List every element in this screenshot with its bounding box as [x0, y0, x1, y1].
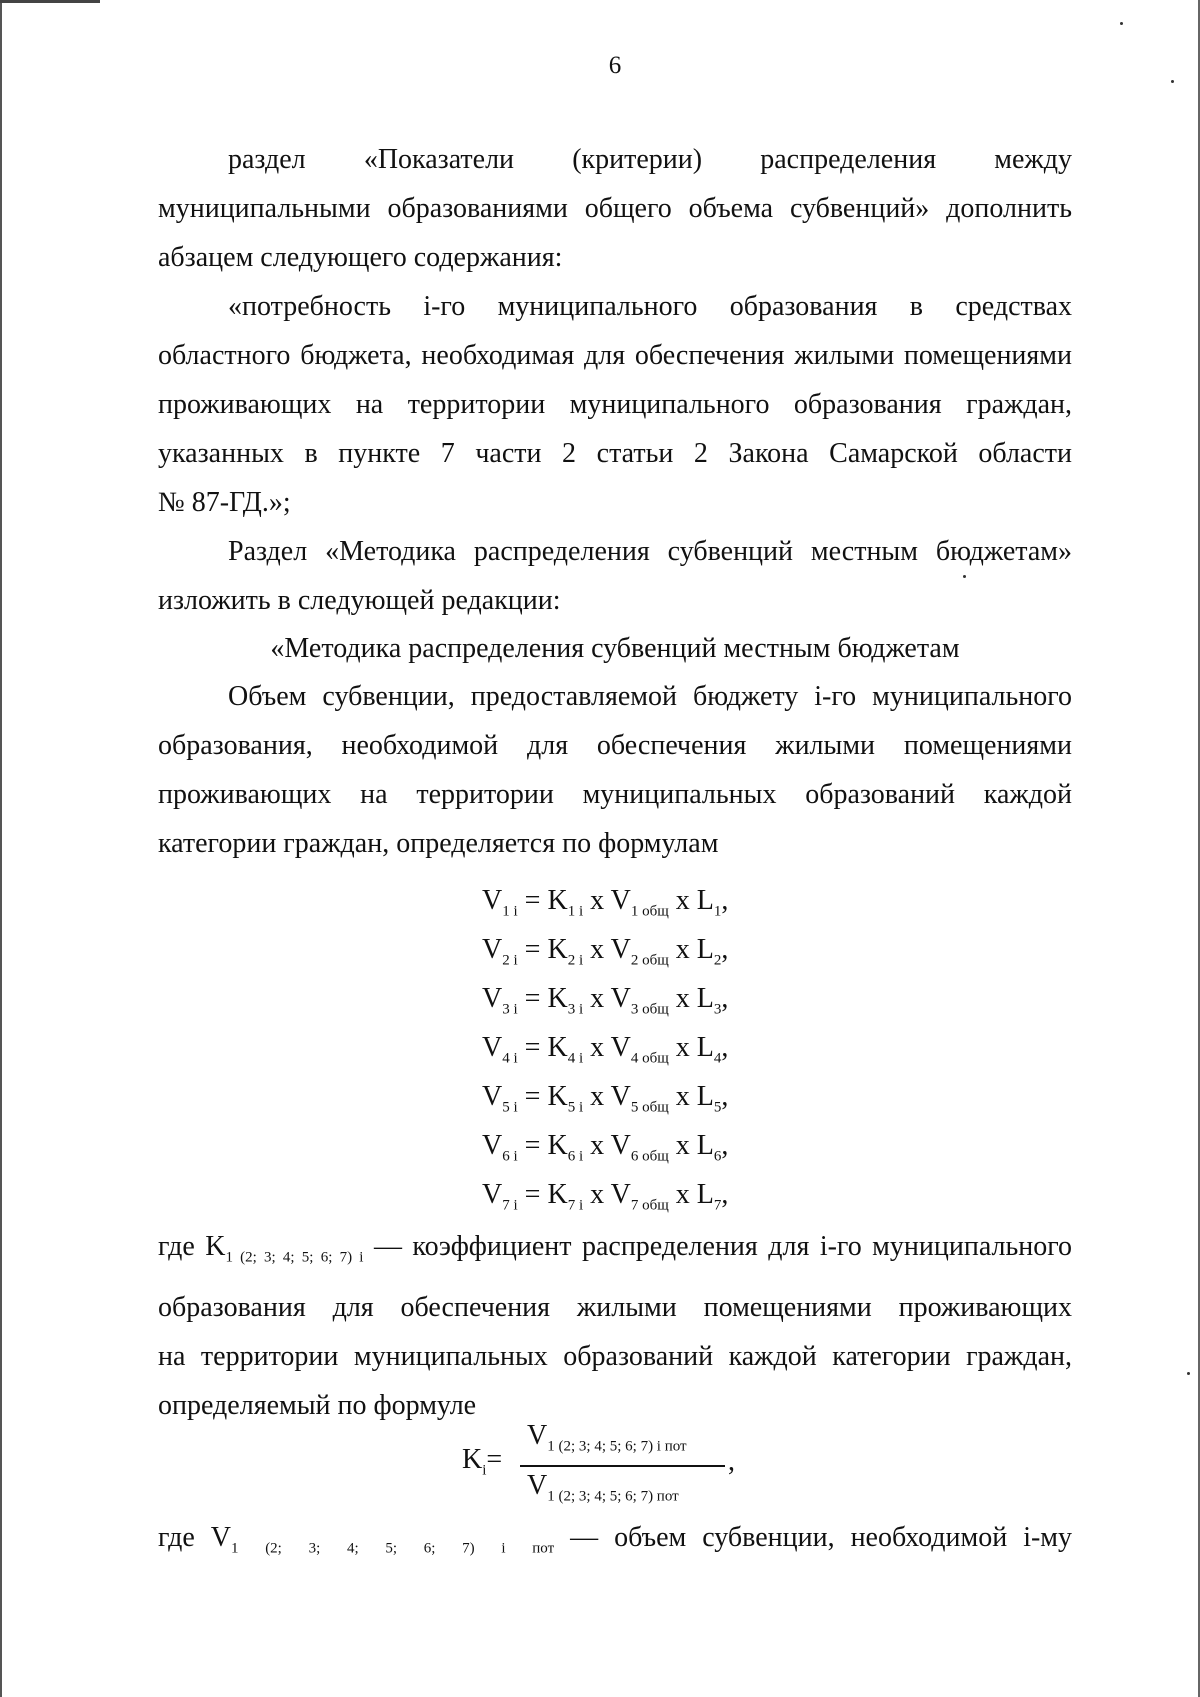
fraction-trailing-comma: ,: [728, 1446, 735, 1477]
formula-line: $V_{7 i} = K_{7 i}$ x $V_{7 общ}$ x $L_7$,: [482, 1179, 729, 1214]
paragraph-line: [158, 1513, 1072, 1574]
paragraph-line: муниципальными образованиями общего объема субвенций» дополнить: [158, 193, 1072, 224]
formula-line: $V_{2 i} = K_{2 i}$ x $V_{2 общ}$ x $L_2$,: [482, 934, 729, 969]
coefficient-fraction-formula: [462, 1420, 762, 1515]
term-description: — объем субвенции, необходимой i-му: [570, 1522, 1073, 1553]
fraction-numerator: $V_{1 (2; 3; 4; 5; 6; 7) i пот}$: [527, 1420, 687, 1455]
term-label: где V: [158, 1522, 231, 1553]
fraction-bar: [520, 1465, 725, 1467]
word: в: [909, 291, 924, 322]
page-number: 6: [608, 52, 622, 79]
word: «потребность: [228, 291, 391, 322]
paragraph-line: [158, 282, 1072, 331]
paragraph-subvention-volume: [158, 672, 1072, 868]
term-subscript: 1 (2; 3; 4; 5; 6; 7) i пот: [230, 1540, 555, 1557]
formula-line: $V_{3 i} = K_{3 i}$ x $V_{3 общ}$ x $L_3$,: [482, 983, 729, 1018]
word: раздел: [228, 144, 306, 175]
paragraph-volume-definition: [158, 1513, 1072, 1574]
paragraph-line: абзацем следующего содержания:: [158, 242, 563, 273]
scan-speck: [1171, 80, 1174, 83]
scan-speck: [1120, 22, 1123, 25]
paragraph-methodology-section: [158, 527, 1072, 625]
term-description: — коэффициент распределения для i-го муниципального: [373, 1231, 1073, 1262]
paragraph-line: определяемый по формуле: [158, 1389, 477, 1421]
word: средствах: [955, 291, 1073, 322]
methodology-heading: «Методика распределения субвенций местным бюджетам: [270, 633, 960, 664]
paragraph-line: указанных в пункте 7 части 2 статьи 2 Закона Самарской области: [158, 438, 1072, 469]
paragraph-line: [158, 1222, 1072, 1283]
scan-speck: [963, 575, 966, 578]
scan-speck: [1187, 1372, 1190, 1375]
paragraph-line: областного бюджета, необходимая для обеспечения жилыми помещениями: [158, 340, 1072, 371]
paragraph-line: на территории муниципальных образований каждой категории граждан,: [158, 1340, 1072, 1372]
paragraph-line: образования для обеспечения жилыми помещениями проживающих: [158, 1291, 1072, 1323]
formula-line: $V_{1 i} = K_{1 i}$ x $V_{1 общ}$ x $L_1$,: [482, 885, 729, 920]
word: i-го: [423, 291, 466, 322]
word: муниципального: [497, 291, 698, 322]
term-label: где K: [158, 1231, 226, 1262]
paragraph-line: проживающих на территории муниципального образования граждан,: [158, 389, 1072, 420]
term-subscript: 1 (2; 3; 4; 5; 6; 7) i: [225, 1249, 364, 1266]
paragraph-need-quote: [158, 282, 1072, 527]
paragraph-line: № 87-ГД.»;: [158, 487, 291, 518]
paragraph-line: образования, необходимой для обеспечения жилыми помещениями: [158, 730, 1072, 761]
formula-line: $V_{6 i} = K_{6 i}$ x $V_{6 общ}$ x $L_6$,: [482, 1130, 729, 1165]
paragraph-line: Объем субвенции, предоставляемой бюджету i-го муниципального: [228, 681, 1072, 712]
paragraph-coefficient-definition: [158, 1222, 1072, 1430]
paragraph-section-criteria: [158, 135, 1072, 282]
paragraph-line: Раздел «Методика распределения субвенций местным бюджетам»: [228, 536, 1072, 567]
paragraph-line: проживающих на территории муниципальных образований каждой: [158, 779, 1072, 810]
paragraph-line: [158, 135, 1072, 184]
page-edge-top: [0, 0, 100, 3]
word: между: [994, 144, 1072, 175]
fraction-denominator: $V_{1 (2; 3; 4; 5; 6; 7) пот}$: [527, 1470, 679, 1505]
page-edge-left: [0, 0, 2, 1697]
fraction-left-side: $K_i=$: [462, 1444, 503, 1479]
paragraph-line: категории граждан, определяется по формулам: [158, 828, 719, 859]
word: (критерии): [572, 144, 703, 175]
paragraph-line: изложить в следующей редакции:: [158, 585, 561, 616]
word: распределения: [760, 144, 937, 175]
formula-line: $V_{4 i} = K_{4 i}$ x $V_{4 общ}$ x $L_4$,: [482, 1032, 729, 1067]
formula-line: $V_{5 i} = K_{5 i}$ x $V_{5 общ}$ x $L_5$,: [482, 1081, 729, 1116]
word: «Показатели: [363, 144, 515, 175]
word: образования: [729, 291, 878, 322]
